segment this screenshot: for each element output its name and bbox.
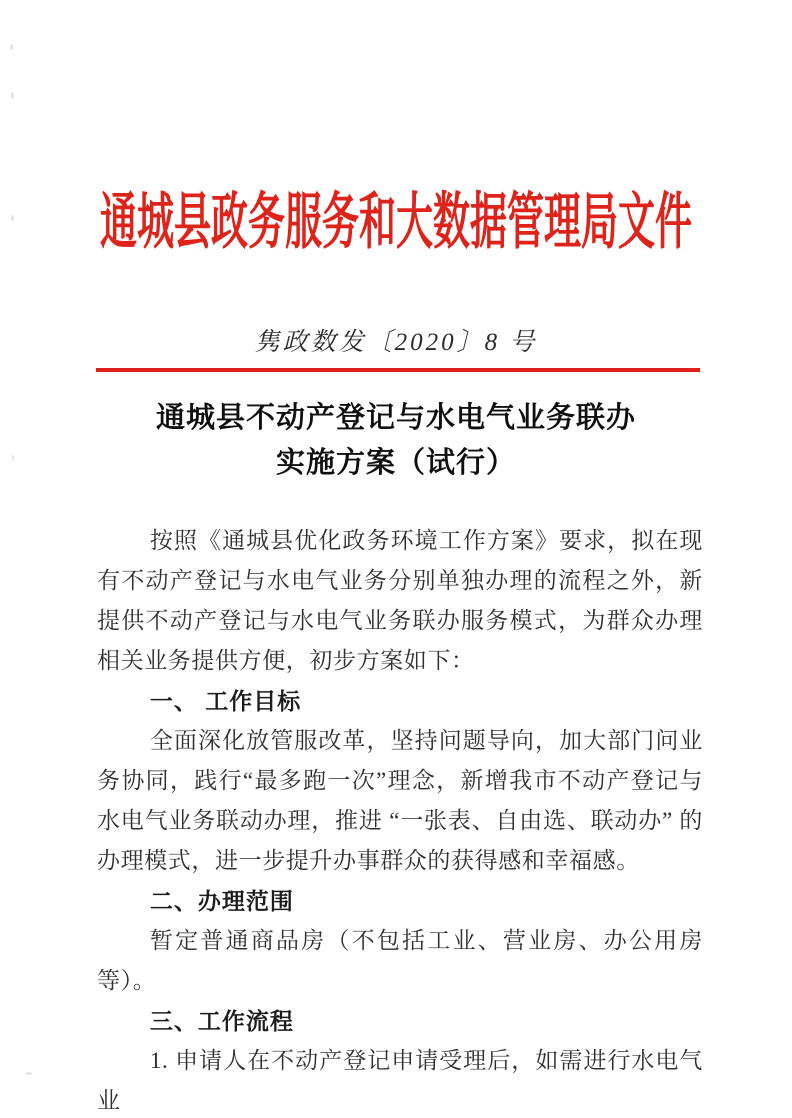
red-divider-line bbox=[96, 368, 700, 372]
paragraph-scope: 暂定普通商品房（不包括工业、营业房、办公用房等）。 bbox=[97, 928, 703, 993]
document-number: 隽政数发〔2020〕8 号 bbox=[254, 329, 538, 356]
heading-work-goals: 一、 工作目标 bbox=[149, 688, 302, 714]
paragraph-work-goals: 全面深化放管服改革，坚持问题导向，加大部门问业务协同，践行“最多跑一次”理念，新增我市不动产登记与水电气业务联动办理，推进 “一张表、自由选、联动办” 的办理模式，进一步提升办事群众的获得感和幸福感。 bbox=[97, 728, 703, 873]
scan-speckle bbox=[26, 1072, 32, 1075]
scan-speckle bbox=[11, 215, 14, 221]
document-title bbox=[0, 396, 792, 486]
paragraph-workflow-step1: 1. 申请人在不动产登记申请受理后，如需进行水电气业 bbox=[97, 1048, 703, 1113]
agency-header-title: 通城县政务服务和大数据管理局文件 bbox=[100, 189, 692, 258]
paragraph-intro: 按照《通城县优化政务环境工作方案》要求，拟在现有不动产登记与水电气业务分别单独办理的流程之外，新提供不动产登记与水电气业务联办服务模式，为群众办理相关业务提供方便，初步方案如下： bbox=[97, 528, 703, 673]
scan-speckle bbox=[12, 455, 14, 460]
heading-scope: 二、办理范围 bbox=[149, 888, 294, 914]
scan-speckle bbox=[11, 92, 14, 99]
document-title-line1: 通城县不动产登记与水电气业务联办 bbox=[155, 402, 636, 434]
document-title-line2: 实施方案（试行） bbox=[275, 447, 516, 479]
scan-speckle bbox=[10, 44, 13, 50]
heading-workflow: 三、工作流程 bbox=[149, 1008, 294, 1034]
document-body bbox=[97, 521, 703, 1118]
